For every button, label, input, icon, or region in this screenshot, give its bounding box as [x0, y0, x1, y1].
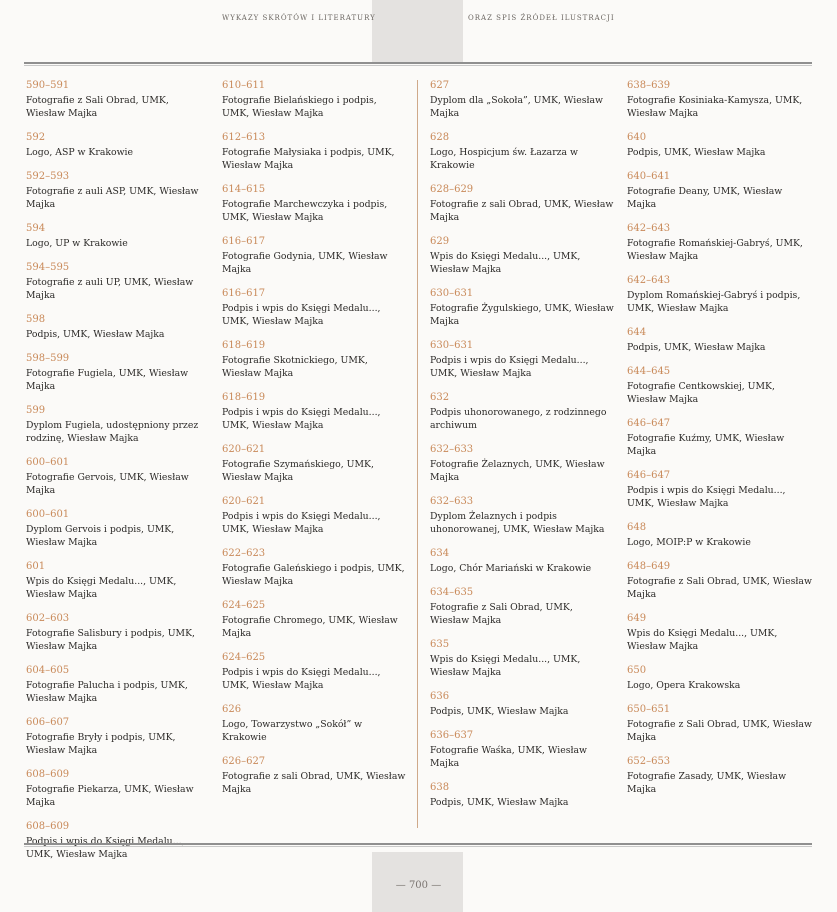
source-description: Fotografie Żygulskiego, UMK, Wiesław Majka: [430, 303, 614, 327]
list-item: [26, 665, 210, 705]
source-description: Fotografie Godynia, UMK, Wiesław Majka: [222, 251, 388, 275]
page-range: 632–633: [430, 496, 474, 507]
list-item: [430, 496, 614, 536]
page-range: 632–633: [430, 444, 474, 455]
source-description: Logo, Hospicjum św. Łazarza w Krakowie: [430, 147, 579, 171]
list-item: [430, 587, 614, 627]
source-description: Wpis do Księgi Medalu..., UMK, Wiesław Majka: [26, 576, 177, 600]
source-description: Podpis, UMK, Wiesław Majka: [627, 147, 766, 158]
source-description: Fotografie Kosiniaka-Kamysza, UMK, Wiesław Majka: [627, 95, 803, 119]
source-description: Logo, Chór Mariański w Krakowie: [430, 563, 592, 574]
source-description: Logo, UP w Krakowie: [26, 238, 128, 249]
list-item: [627, 223, 813, 263]
list-item: [430, 691, 614, 718]
list-item: [26, 821, 210, 861]
list-item: [222, 704, 406, 744]
running-header-right: ORAZ SPIS ŹRÓDEŁ ILUSTRACJI: [468, 14, 615, 22]
list-item: [222, 184, 406, 224]
list-item: [627, 561, 813, 601]
page-range: 626: [222, 704, 242, 715]
list-item: [222, 288, 406, 328]
source-description: Fotografie Skotnickiego, UMK, Wiesław Majka: [222, 355, 368, 379]
list-item: [222, 600, 406, 640]
page-range: 594: [26, 223, 46, 234]
list-item: [26, 613, 210, 653]
list-item: [26, 262, 210, 302]
page-range: 650–651: [627, 704, 671, 715]
page-range: 635: [430, 639, 450, 650]
page-range: 646–647: [627, 470, 671, 481]
source-description: Fotografie z auli UP, UMK, Wiesław Majka: [26, 277, 194, 301]
page-range: 590–591: [26, 80, 70, 91]
source-description: Podpis, UMK, Wiesław Majka: [627, 342, 766, 353]
top-rule: [24, 62, 812, 66]
page-range: 600–601: [26, 457, 70, 468]
source-description: Fotografie Romańskiej-Gabryś, UMK, Wiesław Majka: [627, 238, 803, 262]
page-range: 626–627: [222, 756, 266, 767]
page-range: 650: [627, 665, 647, 676]
source-description: Podpis i wpis do Księgi Medalu..., UMK, Wiesław Majka: [222, 667, 381, 691]
source-description: Logo, Towarzystwo „Sokół” w Krakowie: [222, 719, 363, 743]
source-description: Fotografie z Sali Obrad, UMK, Wiesław Majka: [627, 576, 812, 600]
source-description: Fotografie Bryły i podpis, UMK, Wiesław Majka: [26, 732, 176, 756]
list-item: [627, 522, 813, 549]
list-item: [222, 132, 406, 172]
source-description: Fotografie Gervois, UMK, Wiesław Majka: [26, 472, 189, 496]
page-range: 640–641: [627, 171, 671, 182]
source-description: Podpis, UMK, Wiesław Majka: [430, 797, 569, 808]
list-item: [627, 665, 813, 692]
source-description: Podpis, UMK, Wiesław Majka: [430, 706, 569, 717]
page-range: 648: [627, 522, 647, 533]
page-range: 648–649: [627, 561, 671, 572]
source-description: Dyplom dla „Sokoła”, UMK, Wiesław Majka: [430, 95, 604, 119]
list-item: [627, 366, 813, 406]
column-2: [222, 80, 406, 808]
list-item: [430, 392, 614, 432]
source-description: Podpis i wpis do Księgi Medalu..., UMK, Wiesław Majka: [430, 355, 589, 379]
page-range: 644: [627, 327, 647, 338]
list-item: [222, 652, 406, 692]
source-description: Podpis uhonorowanego, z rodzinnego archiwum: [430, 407, 607, 431]
list-item: [430, 288, 614, 328]
source-description: Fotografie z Sali Obrad, UMK, Wiesław Majka: [430, 602, 573, 626]
page-range: 636–637: [430, 730, 474, 741]
source-description: Podpis i wpis do Księgi Medalu..., UMK, Wiesław Majka: [222, 407, 381, 431]
page-range: 636: [430, 691, 450, 702]
top-gray-band: [372, 0, 463, 62]
page-range: 592: [26, 132, 46, 143]
list-item: [627, 756, 813, 796]
page-range: 628: [430, 132, 450, 143]
page-range: 604–605: [26, 665, 70, 676]
page-range: 629: [430, 236, 450, 247]
source-description: Fotografie z sali Obrad, UMK, Wiesław Majka: [430, 199, 614, 223]
list-item: [26, 717, 210, 757]
list-item: [26, 769, 210, 809]
column-1: [26, 80, 210, 873]
list-item: [627, 171, 813, 211]
column-3: [430, 80, 614, 821]
list-item: [430, 639, 614, 679]
source-description: Fotografie z Sali Obrad, UMK, Wiesław Majka: [26, 95, 169, 119]
page-range: 606–607: [26, 717, 70, 728]
page-range: 598–599: [26, 353, 70, 364]
page-range: 627: [430, 80, 450, 91]
page-range: 608–609: [26, 769, 70, 780]
source-description: Fotografie Palucha i podpis, UMK, Wiesław Majka: [26, 680, 188, 704]
list-item: [627, 80, 813, 120]
list-item: [627, 275, 813, 315]
page-range: 640: [627, 132, 647, 143]
list-item: [222, 80, 406, 120]
list-item: [26, 509, 210, 549]
list-item: [430, 340, 614, 380]
list-item: [627, 327, 813, 354]
bottom-rule: [24, 843, 812, 847]
list-item: [430, 730, 614, 770]
source-description: Fotografie z sali Obrad, UMK, Wiesław Majka: [222, 771, 406, 795]
source-description: Fotografie Waśka, UMK, Wiesław Majka: [430, 745, 587, 769]
list-item: [26, 457, 210, 497]
page-range: 602–603: [26, 613, 70, 624]
page-range: 618–619: [222, 392, 266, 403]
page-range: 624–625: [222, 652, 266, 663]
source-description: Podpis i wpis do Księgi Medalu..., UMK, Wiesław Majka: [222, 303, 381, 327]
page-range: 630–631: [430, 340, 474, 351]
page-range: 652–653: [627, 756, 671, 767]
list-item: [627, 418, 813, 458]
column-4: [627, 80, 813, 808]
source-description: Fotografie Małysiaka i podpis, UMK, Wiesław Majka: [222, 147, 395, 171]
page-range: 642–643: [627, 275, 671, 286]
list-item: [627, 132, 813, 159]
list-item: [430, 444, 614, 484]
page-range: 608–609: [26, 821, 70, 832]
list-item: [26, 405, 210, 445]
page-range: 616–617: [222, 236, 266, 247]
running-header-left: WYKAZY SKRÓTÓW I LITERATURY: [222, 14, 376, 22]
page-range: 592–593: [26, 171, 70, 182]
list-item: [26, 80, 210, 120]
page-range: 638: [430, 782, 450, 793]
source-description: Fotografie Fugiela, UMK, Wiesław Majka: [26, 368, 189, 392]
source-description: Fotografie z auli ASP, UMK, Wiesław Majka: [26, 186, 199, 210]
source-description: Podpis i wpis do Księgi Medalu..., UMK, Wiesław Majka: [26, 836, 185, 860]
page-range: 601: [26, 561, 46, 572]
source-description: Podpis i wpis do Księgi Medalu..., UMK, Wiesław Majka: [222, 511, 381, 535]
source-description: Fotografie Szymańskiego, UMK, Wiesław Majka: [222, 459, 374, 483]
list-item: [26, 132, 210, 159]
source-description: Logo, MOIP:P w Krakowie: [627, 537, 751, 548]
list-item: [430, 184, 614, 224]
source-description: Fotografie Galeńskiego i podpis, UMK, Wiesław Majka: [222, 563, 405, 587]
list-item: [430, 80, 614, 120]
list-item: [222, 496, 406, 536]
page-range: 614–615: [222, 184, 266, 195]
source-description: Fotografie Chromego, UMK, Wiesław Majka: [222, 615, 398, 639]
source-description: Dyplom Fugiela, udostępniony przez rodzinę, Wiesław Majka: [26, 420, 199, 444]
page-number: — 700 —: [395, 880, 442, 891]
list-item: [430, 548, 614, 575]
list-item: [627, 704, 813, 744]
page-range: 624–625: [222, 600, 266, 611]
source-description: Dyplom Gervois i podpis, UMK, Wiesław Majka: [26, 524, 175, 548]
page-range: 594–595: [26, 262, 70, 273]
list-item: [222, 236, 406, 276]
source-description: Fotografie Piekarza, UMK, Wiesław Majka: [26, 784, 194, 808]
source-description: Wpis do Księgi Medalu..., UMK, Wiesław Majka: [430, 654, 581, 678]
list-item: [222, 340, 406, 380]
page-range: 622–623: [222, 548, 266, 559]
list-item: [222, 756, 406, 796]
page-range: 632: [430, 392, 450, 403]
page-range: 628–629: [430, 184, 474, 195]
page-range: 620–621: [222, 444, 266, 455]
page-range: 642–643: [627, 223, 671, 234]
page-range: 612–613: [222, 132, 266, 143]
list-item: [222, 444, 406, 484]
page-range: 610–611: [222, 80, 266, 91]
page-range: 598: [26, 314, 46, 325]
source-description: Dyplom Żelaznych i podpis uhonorowanej, UMK, Wiesław Majka: [430, 511, 605, 535]
source-description: Fotografie Marchewczyka i podpis, UMK, Wiesław Majka: [222, 199, 388, 223]
list-item: [26, 171, 210, 211]
page-range: 634–635: [430, 587, 474, 598]
source-description: Fotografie Żelaznych, UMK, Wiesław Majka: [430, 459, 605, 483]
source-description: Fotografie Bielańskiego i podpis, UMK, Wiesław Majka: [222, 95, 377, 119]
column-divider: [417, 80, 418, 828]
list-item: [430, 132, 614, 172]
page-range: 620–621: [222, 496, 266, 507]
source-description: Fotografie z Sali Obrad, UMK, Wiesław Majka: [627, 719, 812, 743]
page-range: 638–639: [627, 80, 671, 91]
source-description: Fotografie Kuźmy, UMK, Wiesław Majka: [627, 433, 785, 457]
source-description: Logo, ASP w Krakowie: [26, 147, 134, 158]
page-range: 644–645: [627, 366, 671, 377]
list-item: [222, 548, 406, 588]
list-item: [430, 782, 614, 809]
page-range: 634: [430, 548, 450, 559]
page-range: 616–617: [222, 288, 266, 299]
page-range: 649: [627, 613, 647, 624]
source-description: Fotografie Centkowskiej, UMK, Wiesław Majka: [627, 381, 775, 405]
page-range: 630–631: [430, 288, 474, 299]
source-description: Fotografie Zasady, UMK, Wiesław Majka: [627, 771, 787, 795]
list-item: [26, 561, 210, 601]
list-item: [430, 236, 614, 276]
page-range: 646–647: [627, 418, 671, 429]
source-description: Wpis do Księgi Medalu..., UMK, Wiesław Majka: [430, 251, 581, 275]
list-item: [627, 613, 813, 653]
list-item: [627, 470, 813, 510]
source-description: Podpis, UMK, Wiesław Majka: [26, 329, 165, 340]
source-description: Fotografie Salisbury i podpis, UMK, Wiesław Majka: [26, 628, 195, 652]
source-description: Podpis i wpis do Księgi Medalu..., UMK, Wiesław Majka: [627, 485, 786, 509]
page-range: 599: [26, 405, 46, 416]
list-item: [26, 353, 210, 393]
list-item: [26, 314, 210, 341]
source-description: Fotografie Deany, UMK, Wiesław Majka: [627, 186, 783, 210]
page-range: 600–601: [26, 509, 70, 520]
page-range: 618–619: [222, 340, 266, 351]
source-description: Logo, Opera Krakowska: [627, 680, 741, 691]
list-item: [222, 392, 406, 432]
source-description: Wpis do Księgi Medalu..., UMK, Wiesław Majka: [627, 628, 778, 652]
list-item: [26, 223, 210, 250]
source-description: Dyplom Romańskiej-Gabryś i podpis, UMK, Wiesław Majka: [627, 290, 801, 314]
